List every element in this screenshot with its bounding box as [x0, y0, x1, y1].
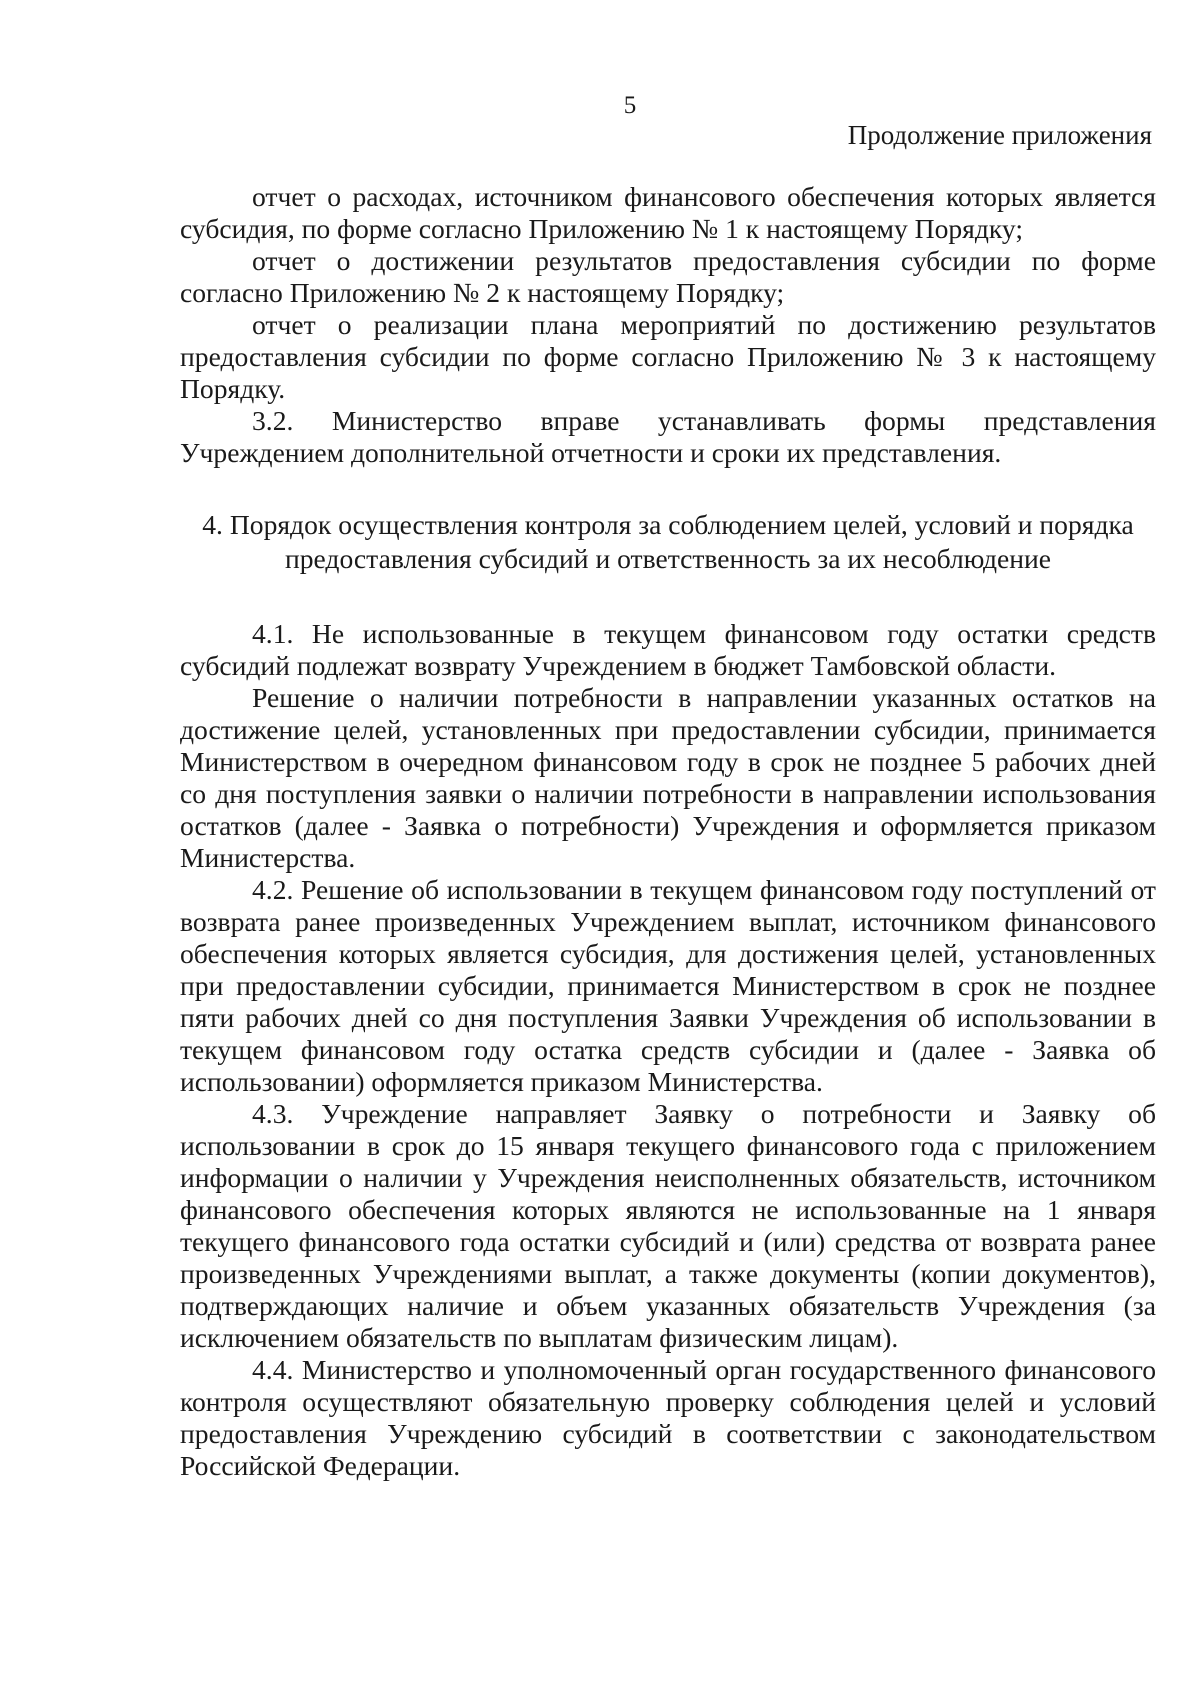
section-heading-line-1: 4. Порядок осуществления контроля за соблюдением целей, условий и порядка — [202, 509, 1134, 540]
paragraph-4-2: 4.2. Решение об использовании в текущем финансовом году поступлений от возврата ранее произведенных Учреждением выплат, источником финансового обеспечения которых является субсидия, для достижения целей, установленных при предоставлении субсидии, принимается Министерством в срок не позднее пяти рабочих дней со дня поступления Заявки Учреждения об использовании в текущем финансовом году остатка средств субсидии и (далее - Заявка об использовании) оформляется приказом Министерства. — [180, 874, 1156, 1097]
paragraph-3-2: 3.2. Министерство вправе устанавливать формы представления Учреждением дополнительной отчетности и сроки их представления. — [180, 405, 1156, 468]
page-number: 5 — [623, 92, 637, 119]
running-header: Продолжение приложения — [847, 120, 1152, 150]
paragraph-report-plan: отчет о реализации плана мероприятий по достижению результатов предоставления субсидии по форме согласно Приложению № 3 к настоящему Порядку. — [180, 309, 1156, 404]
paragraph-report-expenses: отчет о расходах, источником финансового обеспечения которых является субсидия, по форме согласно Приложению № 1 к настоящему Порядку; — [180, 181, 1156, 244]
paragraph-report-results: отчет о достижении результатов предоставления субсидии по форме согласно Приложению № 2 к настоящему Порядку; — [180, 245, 1156, 308]
document-body — [180, 181, 1156, 1482]
section-heading-line-2: предоставления субсидий и ответственность за их несоблюдение — [284, 543, 1052, 574]
paragraph-4-1-decision: Решение о наличии потребности в направлении указанных остатков на достижение целей, установленных при предоставлении субсидии, принимается Министерством в очередном финансовом году в срок не позднее 5 рабочих дней со дня поступления заявки о наличии потребности в направлении использования остатков (далее - Заявка о потребности) Учреждения и оформляется приказом Министерства. — [180, 682, 1156, 873]
paragraph-4-4: 4.4. Министерство и уполномоченный орган государственного финансового контроля осуществляют обязательную проверку соблюдения целей и условий предоставления Учреждению субсидий в соответствии с законодательством Российской Федерации. — [180, 1354, 1156, 1481]
section-heading — [180, 508, 1156, 576]
paragraph-4-1: 4.1. Не использованные в текущем финансовом году остатки средств субсидий подлежат возврату Учреждением в бюджет Тамбовской области. — [180, 618, 1156, 681]
paragraph-4-3: 4.3. Учреждение направляет Заявку о потребности и Заявку об использовании в срок до 15 января текущего финансового года с приложением информации о наличии у Учреждения неисполненных обязательств, источником финансового обеспечения которых являются не использованные на 1 января текущего финансового года остатки субсидий и (или) средства от возврата ранее произведенных Учреждениями выплат, а также документы (копии документов), подтверждающих наличие и объем указанных обязательств Учреждения (за исключением обязательств по выплатам физическим лицам). — [180, 1098, 1156, 1353]
